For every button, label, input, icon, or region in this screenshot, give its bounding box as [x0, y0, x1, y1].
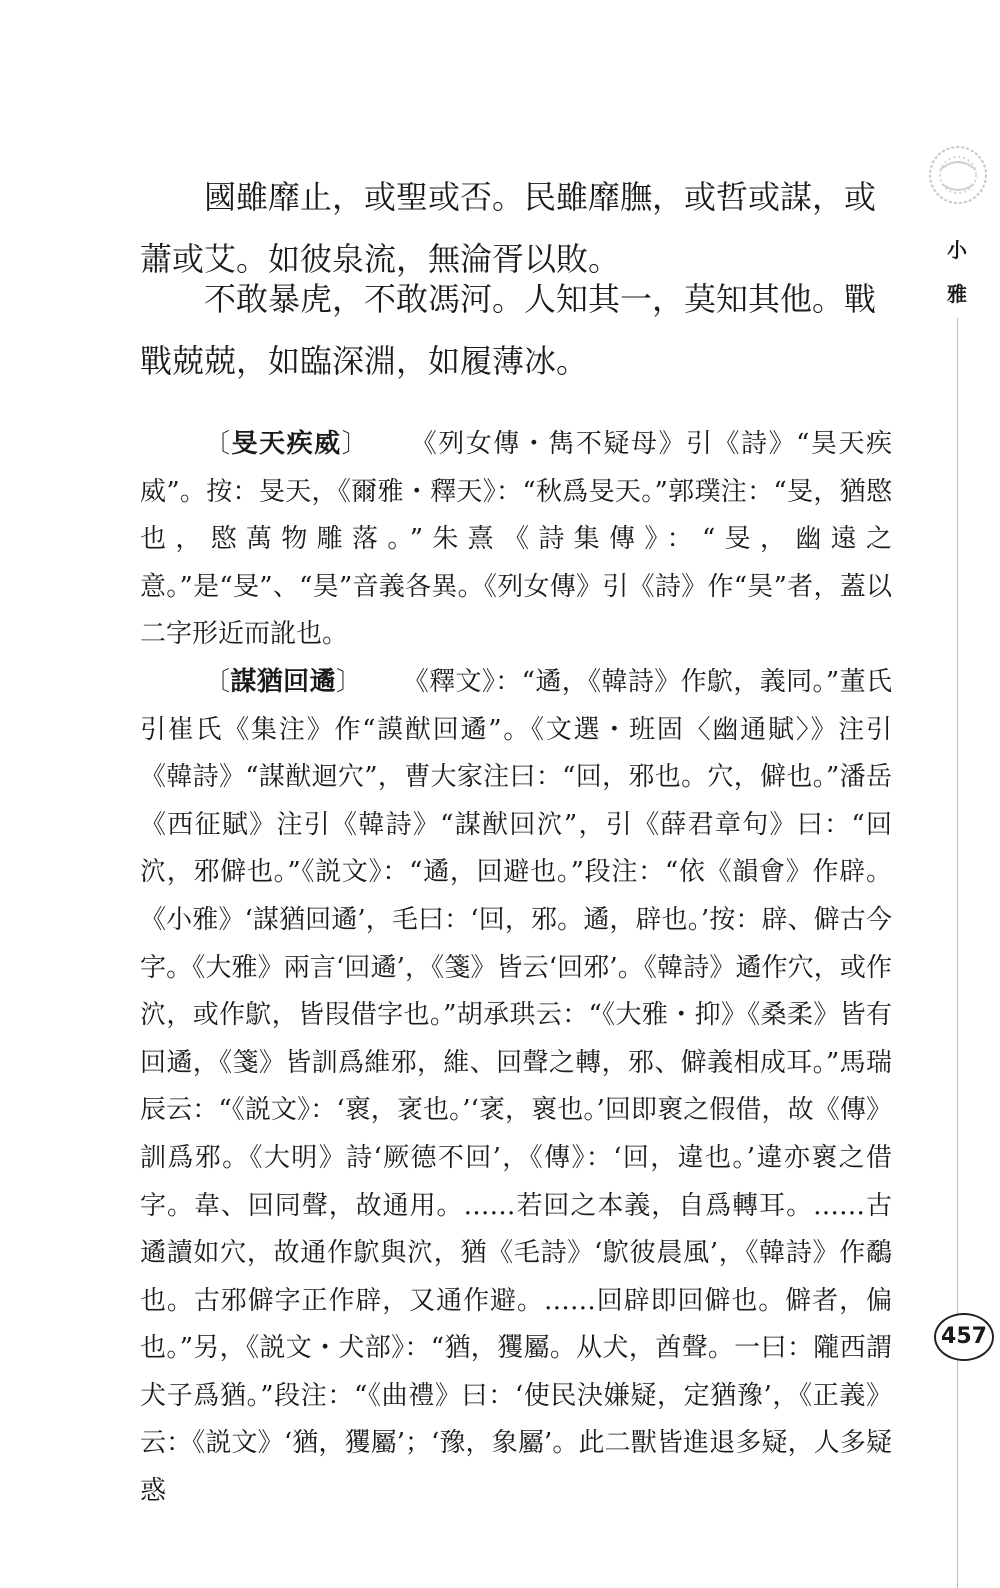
stanza-text: 不敢暴虎，不敢馮河。人知其一，莫知其他。戰戰兢兢，如臨深淵，如履薄冰。	[140, 280, 877, 380]
decorative-seal-icon	[918, 140, 998, 210]
note-term: 旻天疾威	[231, 429, 342, 459]
note-paragraph	[140, 659, 892, 1516]
running-head-char: 小	[947, 238, 967, 262]
bracket: 〔	[204, 429, 232, 459]
note-text: 《釋文》：“遹，《韓詩》作鴥，義同。”董氏引崔氏《集注》作“謨猷回遹”。《文選・班固〈幽通賦〉》注引《韓詩》“謀猷迴穴”，曹大家注曰：“回，邪也。穴，僻也。”潘岳《西征賦》注引《韓詩》“謀猷回泬”，引《薛君章句》曰：“回泬，邪僻也。”《説文》：“遹，回避也。”段注：“依《韻會》作辟。《小雅》‘謀猶回遹’，毛曰：‘回，邪。遹，辟也。’按：辟、僻古今字。《大雅》兩言‘回遹’，《箋》皆云‘回邪’。《韓詩》遹作穴，或作泬，或作鴥，皆叚借字也。”胡承珙云：“《大雅・抑》《桑柔》皆有回遹，《箋》皆訓爲維邪，維、回聲之轉，邪、僻義相成耳。”馬瑞辰云：“《説文》：‘褱，衺也。’‘衺，褱也。’回即褱之假借，故《傳》訓爲邪。《大明》詩‘厥德不回’，《傳》：‘回，違也。’違亦褱之借字。韋、回同聲，故通用。……若回之本義，自爲轉耳。……古遹讀如穴，故通作鴥與泬，猶《毛詩》‘鴥彼晨風’，《韓詩》作鷸也。古邪僻字正作辟，又通作避。……回辟即回僻也。僻者，偏也。”另，《説文・犬部》：“猶，玃屬。从犬，酋聲。一曰：隴西謂犬子爲猶。”段注：“《曲禮》曰：‘使民決嫌疑，定猶豫’，《正義》云：《説文》‘猶，玃屬’；‘豫，象屬’。此二獸皆進退多疑，人多疑惑	[140, 666, 892, 1507]
stanza-text: 國雖靡止，或聖或否。民雖靡膴，或哲或謀，或蕭或艾。如彼泉流，無淪胥以敗。	[140, 178, 877, 278]
running-head-char: 雅	[947, 282, 967, 306]
bracket: 〔	[204, 666, 231, 697]
margin-rule	[957, 318, 958, 1588]
running-head	[944, 228, 970, 316]
note-term: 謀猶回遹	[230, 666, 336, 697]
commentary	[140, 421, 892, 1516]
bracket: 〕	[335, 666, 363, 697]
note-paragraph	[140, 421, 892, 659]
note-text: 《列女傳・雋不疑母》引《詩》“昊天疾威”。按：旻天，《爾雅・釋天》：“秋爲旻天。”郭璞注：“旻，猶愍也，愍萬物雕落。”朱熹《詩集傳》：“旻，幽遠之意。”是“旻”、“昊”音義各異。《列女傳》引《詩》作“昊”者，蓋以二字形近而訛也。	[140, 429, 892, 650]
poem-stanza	[140, 268, 900, 392]
page-number: 457	[934, 1313, 994, 1361]
bracket: 〕	[341, 429, 370, 459]
